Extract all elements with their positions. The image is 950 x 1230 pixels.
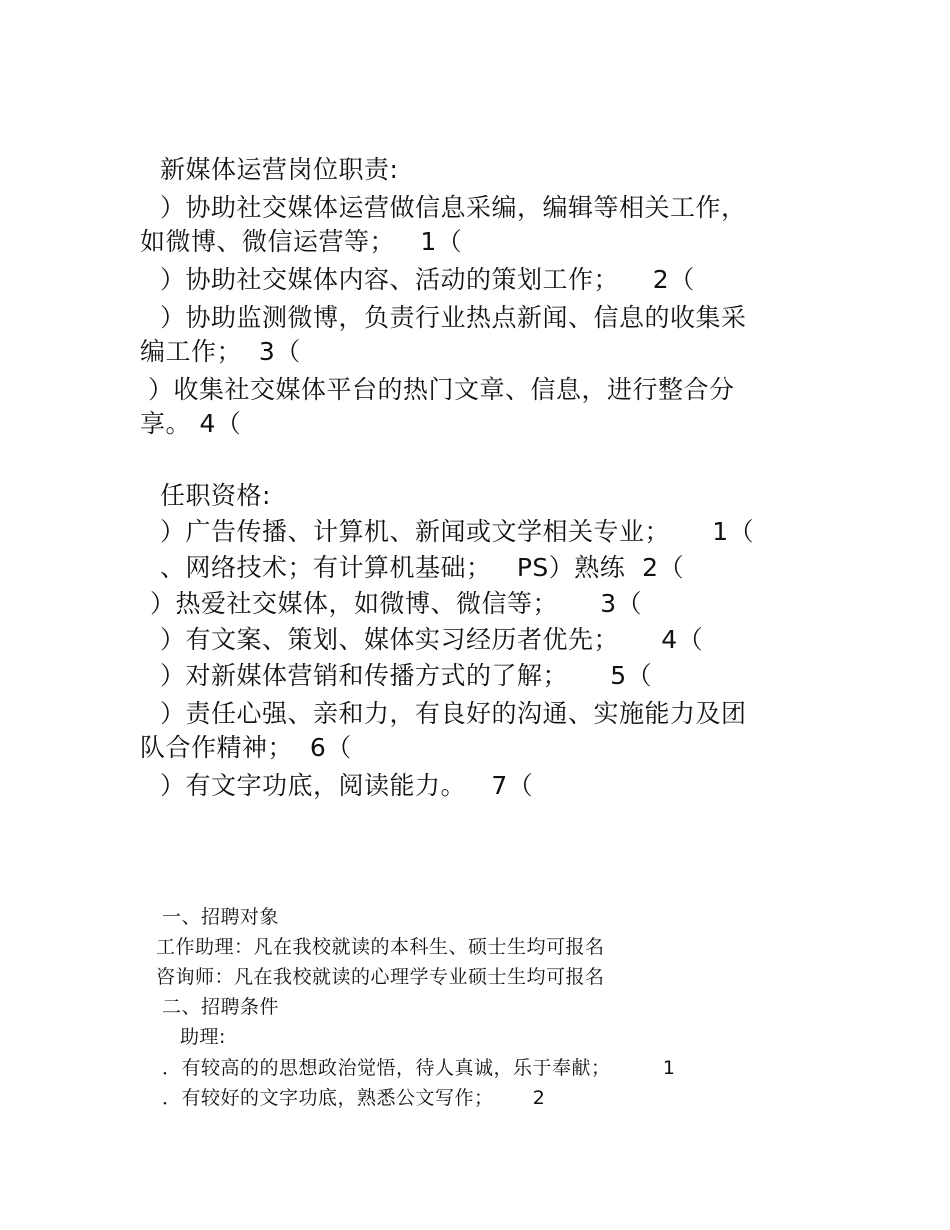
section1-line: 享。 4（ [140,409,242,438]
section3-line: ．有较高的的思想政治觉悟，待人真诚，乐于奉献； 1 [162,1057,676,1079]
section2-line: ）对新媒体营销和传播方式的了解； 5（ [160,661,653,690]
section2-line: ）广告传播、计算机、新闻或文学相关专业； 1（ [160,517,755,546]
section3-line: ．有较好的文字功底，熟悉公文写作； 2 [162,1087,546,1109]
section3-line: 工作助理：凡在我校就读的本科生、硕士生均可报名 [156,936,605,958]
section1-line: 如微博、微信运营等； 1（ [140,227,463,256]
section1-line: ）协助监测微博，负责行业热点新闻、信息的收集采 [160,303,747,332]
section2-line: ）热爱社交媒体，如微博、微信等； 3（ [150,589,643,618]
section1-line: ）协助社交媒体内容、活动的策划工作； 2（ [160,265,695,294]
section1-heading: 新媒体运营岗位职责: [160,155,399,184]
section2-heading: 任职资格: [160,481,271,510]
section2-line: ）有文案、策划、媒体实习经历者优先； 4（ [160,625,704,654]
section2-line: 队合作精神； 6（ [140,733,352,762]
section1-line: ）收集社交媒体平台的热门文章、信息，进行整合分 [148,375,735,404]
section1-line: ）协助社交媒体运营做信息采编，编辑等相关工作， [160,193,747,222]
section3-line: 咨询师：凡在我校就读的心理学专业硕士生均可报名 [156,966,605,988]
section1-line: 编工作； 3（ [140,337,301,366]
section3-line: 一、招聘对象 [162,906,280,928]
section3-line: 助理: [180,1026,226,1048]
section2-line: ）有文字功底，阅读能力。 7（ [160,771,534,800]
section3-line: 二、招聘条件 [162,996,280,1018]
section2-line: 、网络技术；有计算机基础； PS）熟练 2（ [160,553,685,582]
section2-line: ）责任心强、亲和力，有良好的沟通、实施能力及团 [160,699,747,728]
